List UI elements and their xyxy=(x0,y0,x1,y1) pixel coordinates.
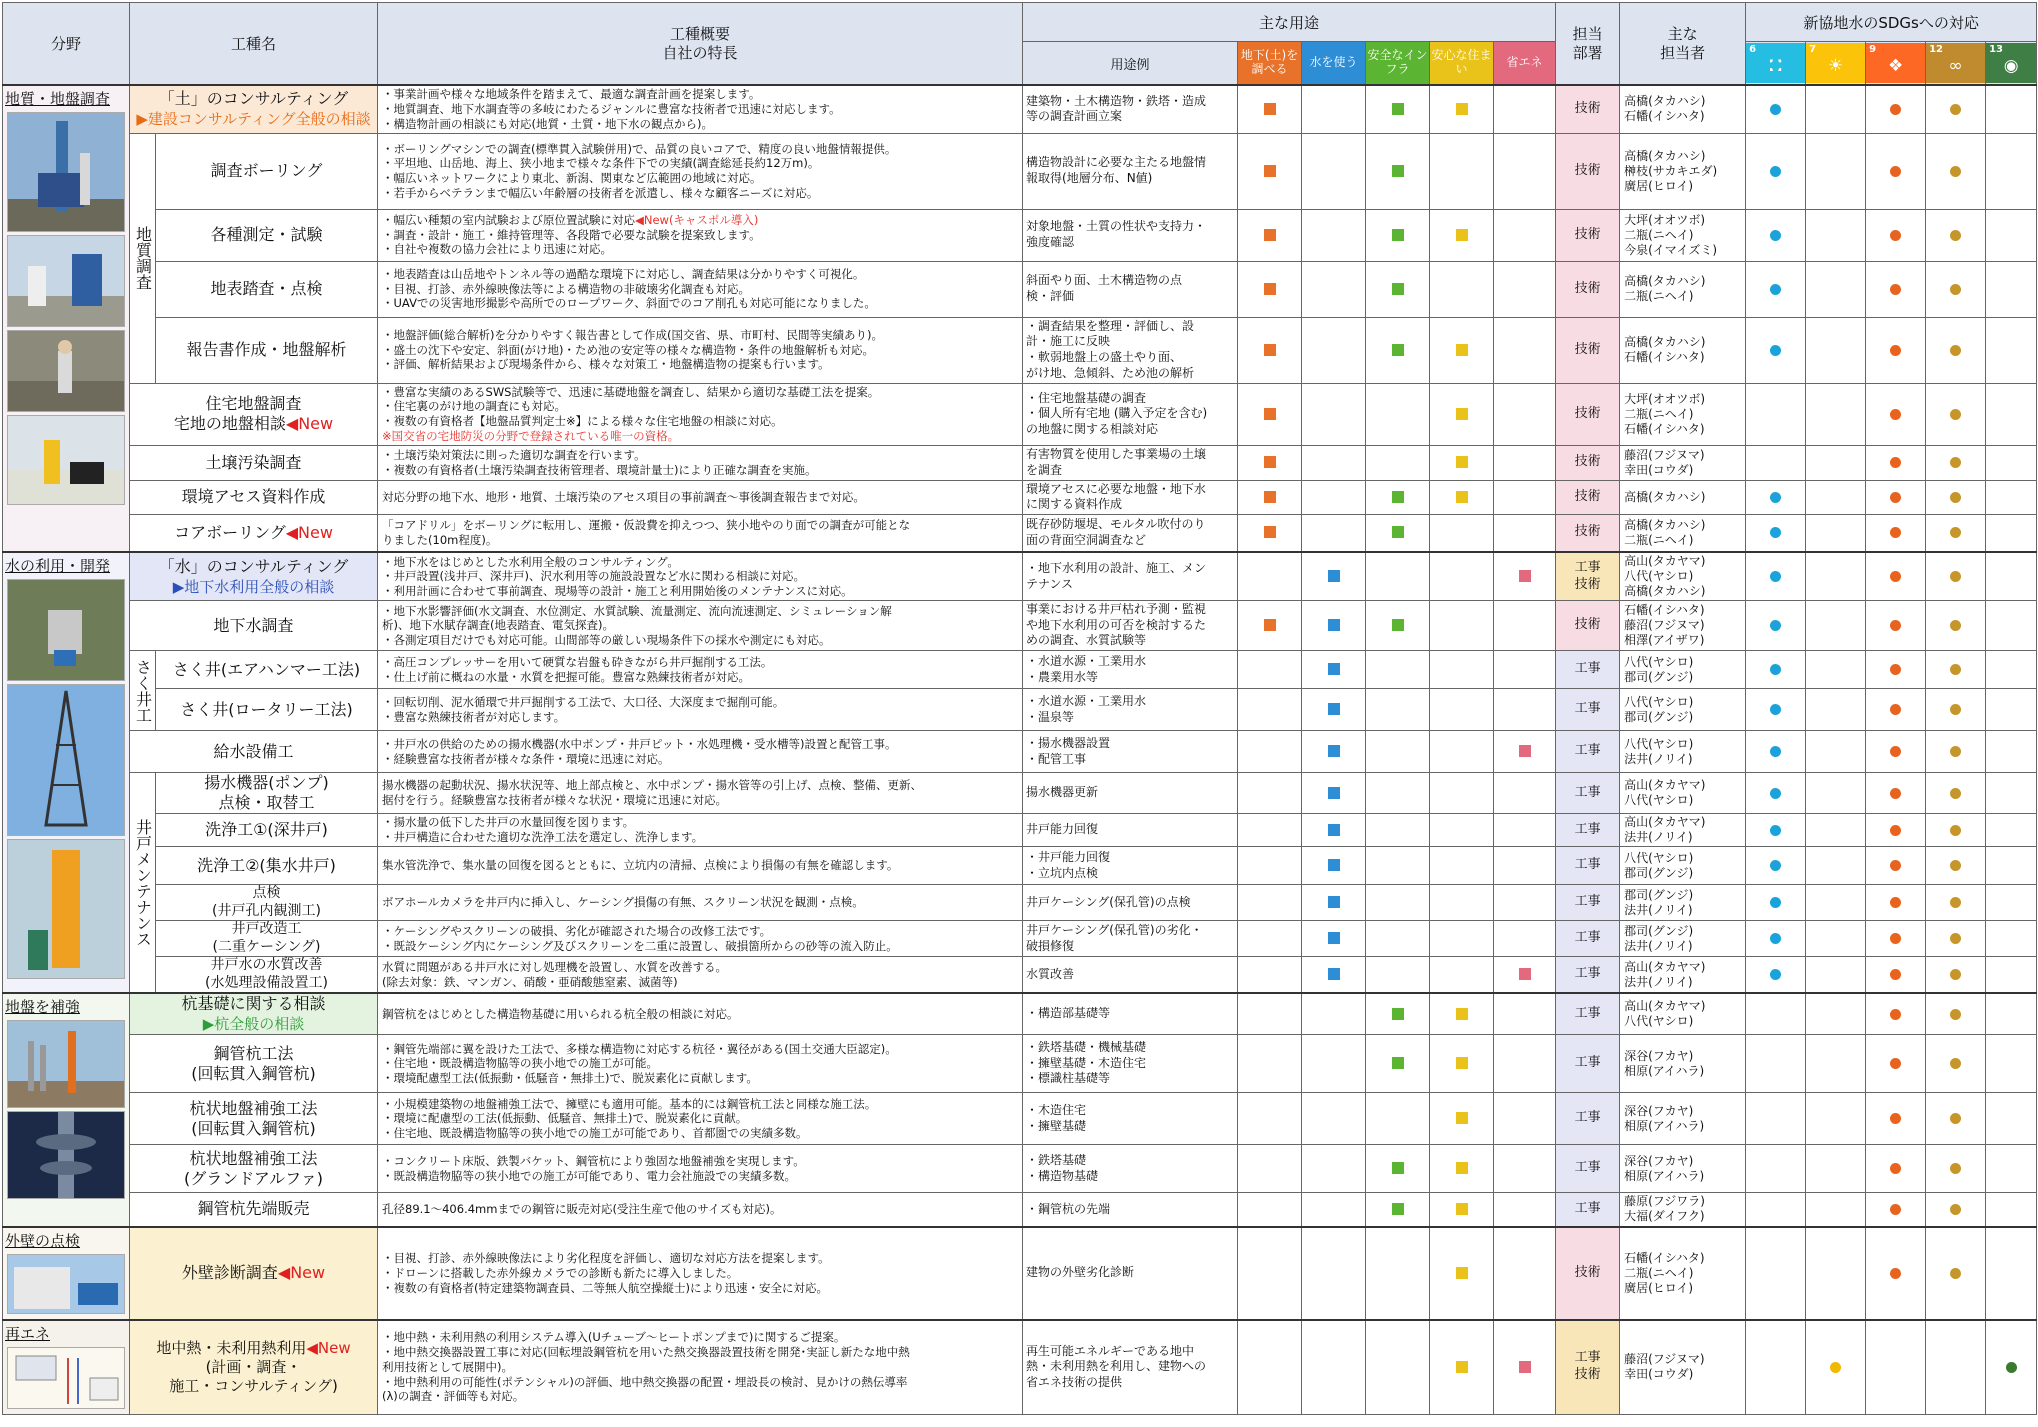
col-staff xyxy=(1620,3,1746,86)
row-14-name: 揚水機器(ポンプ) 点検・取替工 xyxy=(156,773,378,814)
row-25-dept: 技術 xyxy=(1556,1227,1620,1320)
sdg6-cell xyxy=(1746,42,1806,86)
row-16-staff: 八代(ヤシロ) 郡司(グンジ) xyxy=(1620,847,1746,885)
sdg7-tile xyxy=(1806,43,1865,83)
row-25-staff: 石幡(イシハタ) 二瓶(ニヘイ) 廣居(ヒロイ) xyxy=(1620,1227,1746,1320)
row-7-staff: 高橋(タカハシ) xyxy=(1620,480,1746,514)
row-15-staff: 高山(タカヤマ) 法井(ノリイ) xyxy=(1620,814,1746,847)
row-19-desc: 水質に問題がある井戸水に対し処理機を設置し、水質を改善する。 (除去対象：鉄、マンガン、硝酸・亜硝酸態窒素、滅菌等) xyxy=(378,957,1023,994)
row-20-desc: 鋼管杭をはじめとした構造物基礎に用いられる杭全般の相談に対応。 xyxy=(378,993,1023,1035)
row-0-mark-home xyxy=(1430,85,1494,133)
row-2-name: 各種測定・試験 xyxy=(156,209,378,261)
row-22-desc: ・小規模建築物の地盤補強工法で、擁壁にも適用可能。基本的には鋼管杭工法と同様な施工法。 ・環境に配慮型の工法(低振動、低騒音、無排土)で、脱炭素化に貢献。 ・住宅地、既設構造物脇等の狭小地での施工が可能であり、首都圏での実績多数。 xyxy=(378,1093,1023,1145)
row-5-desc: ・豊富な実績のあるSWS試験等で、迅速に基礎地盤を調査し、結果から適切な基礎工法を提案。 ・住宅裏のがけ地の調査にも対応。 ・複数の有資格者【地盤品質判定士※】による様々な住宅地盤の相談に対応。 ※国交省の宅地防災の分野で登録されている唯一の資格。 xyxy=(378,383,1023,445)
row-24-use: ・鋼管杭の先端 xyxy=(1023,1193,1238,1227)
row-17-desc: ボアホールカメラを井戸内に挿入し、ケーシング損傷の有無、スクリーン状況を観測・点検。 xyxy=(378,885,1023,921)
row-20-staff: 高山(タカヤマ) 八代(ヤシロ) xyxy=(1620,993,1746,1035)
row-12-dept: 工事 xyxy=(1556,689,1620,731)
row-5-use: ・住宅地盤基礎の調査 ・個人所有宅地 (購入予定を含む) の地盤に関する相談対応 xyxy=(1023,383,1238,445)
section-geology xyxy=(3,85,130,552)
row-8-name: コアボーリング◀New xyxy=(130,514,378,552)
use-cat-safe-infra: 安全なインフラ xyxy=(1366,42,1430,86)
row-3-desc: ・地表踏査は山岳地やトンネル等の過酷な環境下に対応し、調査結果は分かりやすく可視化。 ・目視、打診、赤外線映像法等による構造物の非破壊劣化調査も対応。 ・UAVでの災害地形撮影や高所でのロープワーク、斜面でのコア削孔も対応可能になりました。 xyxy=(378,261,1023,317)
section-title: 地盤を補強 xyxy=(5,998,81,1017)
sdg7-cell xyxy=(1806,42,1866,86)
new-badge: ◀New xyxy=(277,1263,326,1283)
row-4-staff: 高橋(タカハシ) 石幡(イシハタ) xyxy=(1620,317,1746,383)
row-17-use: 井戸ケーシング(保孔管)の点検 xyxy=(1023,885,1238,921)
row-26-dept: 工事 技術 xyxy=(1556,1320,1620,1415)
row-18-desc: ・ケーシングやスクリーンの破損、劣化が確認された場合の改修工法です。 ・既設ケーシング内にケーシング及びスクリーンを二重に設置し、破損箇所からの砂等の流入防止。 xyxy=(378,921,1023,957)
row-13-use: ・揚水機器設置 ・配管工事 xyxy=(1023,731,1238,773)
row-17-staff: 郡司(グンジ) 法井(ノリイ) xyxy=(1620,885,1746,921)
row-0-staff: 高橋(タカハシ) 石幡(イシハタ) xyxy=(1620,85,1746,133)
row-21-use: ・鉄塔基礎・機械基礎 ・擁壁基礎・木造住宅 ・標識柱基礎等 xyxy=(1023,1035,1238,1093)
section-wall-inspection xyxy=(3,1227,130,1320)
cubes-icon: ❖ xyxy=(1887,56,1904,77)
sdg12-number: 12 xyxy=(1929,44,1944,55)
col-sdgs: 新協地水のSDGsへの対応 xyxy=(1746,3,2037,42)
row-15-name: 洗浄工①(深井戸) xyxy=(156,814,378,847)
row-8-dept: 技術 xyxy=(1556,514,1620,552)
service-table xyxy=(2,2,2037,1415)
row-21-name: 鋼管杭工法 (回転貫入鋼管杭) xyxy=(130,1035,378,1093)
row-10-desc: ・地下水影響評価(水文調査、水位測定、水質試験、流量測定、流向流速測定、シミュレーション解 析)、地下水賦存調査(地表踏査、電気探査)。 ・各測定項目だけでも対応可能。山間部等の厳しい現場条件下の採水や測定にも対応。 xyxy=(378,601,1023,651)
col-work-name: 工種名 xyxy=(130,3,378,86)
row-0-dept: 技術 xyxy=(1556,85,1620,133)
row-6-use: 有害物質を使用した事業場の土壌 を調査 xyxy=(1023,445,1238,480)
row-23-staff: 深谷(フカヤ) 相原(アイハラ) xyxy=(1620,1145,1746,1193)
row-24-desc: 孔径89.1～406.4mmまでの鋼管に販売対応(受注生産で他のサイズも対応)。 xyxy=(378,1193,1023,1227)
row-23-name: 杭状地盤補強工法 (グランドアルファ) xyxy=(130,1145,378,1193)
row-9-dept: 工事 技術 xyxy=(1556,552,1620,601)
row-4-dept: 技術 xyxy=(1556,317,1620,383)
row-25-desc: ・目視、打診、赤外線映像法により劣化程度を評価し、適切な対応方法を提案します。 ・ドローンに搭載した赤外線カメラでの診断も新たに導入しました。 ・複数の有資格者(特定建築物調査員、二等無人航空操縦士)により迅速・安全に対応。 xyxy=(378,1227,1023,1320)
row-21-staff: 深谷(フカヤ) 相原(アイハラ) xyxy=(1620,1035,1746,1093)
row-0-mark-underground xyxy=(1238,85,1302,133)
row-18-name: 井戸改造工 (二重ケーシング) xyxy=(156,921,378,957)
row-16-desc: 集水管洗浄で、集水量の回復を図るとともに、立坑内の清掃、点検により損傷の有無を確認します。 xyxy=(378,847,1023,885)
row-26-name: 地中熱・未利用熱利用◀New (計画・調査・ 施工・コンサルティング) xyxy=(130,1320,378,1415)
row-11-use: ・水道水源・工業用水 ・農業用水等 xyxy=(1023,651,1238,689)
row-13-name: 給水設備工 xyxy=(130,731,378,773)
row-13-dept: 工事 xyxy=(1556,731,1620,773)
drilling-tower-photo xyxy=(7,684,125,836)
row-3-name: 地表踏査・点検 xyxy=(156,261,378,317)
row-2-dept: 技術 xyxy=(1556,209,1620,261)
row-0-use: 建築物・土木構造物・鉄塔・造成 等の調査計画立案 xyxy=(1023,85,1238,133)
sdg9-cell xyxy=(1866,42,1926,86)
staff-header-2: 担当者 xyxy=(1660,43,1706,62)
row-20-name2[interactable]: ▶杭全般の相談 xyxy=(202,1015,305,1034)
row-4-use: ・調査結果を整理・評価し、設 計・施工に反映 ・軟弱地盤上の盛土やり面、 がけ地、急傾斜、ため池の解析 xyxy=(1023,317,1238,383)
new-badge: ◀New xyxy=(306,1339,351,1358)
row-22-staff: 深谷(フカヤ) 相原(アイハラ) xyxy=(1620,1093,1746,1145)
sdg12-tile xyxy=(1926,43,1985,83)
row-17-dept: 工事 xyxy=(1556,885,1620,921)
row-24-dept: 工事 xyxy=(1556,1193,1620,1227)
row-9-use: ・地下水利用の設計、施工、メン テナンス xyxy=(1023,552,1238,601)
row-0-desc: ・事業計画や様々な地域条件を踏まえて、最適な調査計画を提案します。 ・地質調査、地下水調査等の多岐にわたるジャンルに豊富な技術者で迅速に対応します。 ・構造物計画の相談にも対応(地質・土質・地下水の観点から)。 xyxy=(378,85,1023,133)
row-14-desc: 揚水機器の起動状況、揚水状況等、地上部点検と、水中ポンプ・揚水管等の引上げ、点検、整備、更新、 据付を行う。経験豊富な技術者が様々な状況・環境に迅速に対応。 xyxy=(378,773,1023,814)
section-renewable xyxy=(3,1320,130,1415)
pile-photo xyxy=(7,1020,125,1108)
row-0-sdg12 xyxy=(1926,85,1986,133)
row-3-dept: 技術 xyxy=(1556,261,1620,317)
col-dept xyxy=(1556,3,1620,86)
well-photo xyxy=(7,579,125,681)
overview-header-2: 自社の特長 xyxy=(662,43,738,62)
col-field: 分野 xyxy=(3,3,130,86)
row-7-dept: 技術 xyxy=(1556,480,1620,514)
sdg6-number: 6 xyxy=(1749,44,1757,55)
row-26-use: 再生可能エネルギーである地中 熱・未利用熱を利用し、建物への 省エネ技術の提供 xyxy=(1023,1320,1238,1415)
row-3-staff: 高橋(タカハシ) 二瓶(ニヘイ) xyxy=(1620,261,1746,317)
row-8-use: 既存砂防堰堤、モルタル吹付のり 面の背面空洞調査など xyxy=(1023,514,1238,552)
col-main-use: 主な用途 xyxy=(1023,3,1556,42)
row-11-dept: 工事 xyxy=(1556,651,1620,689)
row-14-dept: 工事 xyxy=(1556,773,1620,814)
use-cat-safe-home: 安心な住まい xyxy=(1430,42,1494,86)
sdg6-tile xyxy=(1746,43,1805,83)
row-19-use: 水質改善 xyxy=(1023,957,1238,994)
row-11-staff: 八代(ヤシロ) 郡司(グンジ) xyxy=(1620,651,1746,689)
row-6-name: 土壌汚染調査 xyxy=(130,445,378,480)
row-11-name: さく井(エアハンマー工法) xyxy=(156,651,378,689)
screw-pile-photo xyxy=(7,1111,125,1199)
group-well-drilling: さく井工 xyxy=(130,651,156,731)
geothermal-diagram-photo xyxy=(7,1347,125,1409)
eye-icon: ◉ xyxy=(2003,56,2019,77)
row-26-staff: 藤沼(フジヌマ) 幸田(コウダ) xyxy=(1620,1320,1746,1415)
dept-header-2: 部署 xyxy=(1572,43,1603,62)
row-0-name1: 「土」のコンサルティング xyxy=(158,89,349,109)
section-title: 水の利用・開発 xyxy=(5,557,111,576)
col-overview xyxy=(378,3,1023,86)
col-use-example: 用途例 xyxy=(1023,42,1238,86)
wall-inspection-photo xyxy=(7,1254,125,1314)
row-19-dept: 工事 xyxy=(1556,957,1620,994)
row-26-desc: ・地中熱・未利用熱の利用システム導入(Uチューブ～ヒートポンプまで)に関するご提案。 ・地中熱交換器設置工事に対応(回転埋設鋼管杭を用いた熱交換器設置技術を開発･実証し新たな地中熱 利用技術として展開中)。 ・地中熱利用の可能性(ポテンシャル)の評価、地中熱交換器の配置・埋設長の検討、見かけの熱伝導率 (λ)の調査・評価等も対応。 xyxy=(378,1320,1023,1415)
row-5-dept: 技術 xyxy=(1556,383,1620,445)
row-25-use: 建物の外壁劣化診断 xyxy=(1023,1227,1238,1320)
row-3-use: 斜面やり面、土木構造物の点 検・評価 xyxy=(1023,261,1238,317)
row-2-use: 対象地盤・土質の性状や支持力・ 強度確認 xyxy=(1023,209,1238,261)
row-10-use: 事業における井戸枯れ予測・監視 や地下水利用の可否を検討するた めの調査、水質試験等 xyxy=(1023,601,1238,651)
new-badge: ◀New xyxy=(285,522,333,542)
section-ground-reinforce xyxy=(3,993,130,1227)
use-cat-energy-saving: 省エネ xyxy=(1494,42,1556,86)
row-23-use: ・鉄塔基礎 ・構造物基礎 xyxy=(1023,1145,1238,1193)
row-9-name: 「水」のコンサルティング ▶地下水利用全般の相談 xyxy=(130,552,378,601)
service-table-sheet xyxy=(2,2,2036,1425)
row-6-staff: 藤沼(フジヌマ) 幸田(コウダ) xyxy=(1620,445,1746,480)
row-0-sdg9 xyxy=(1866,85,1926,133)
row-15-dept: 工事 xyxy=(1556,814,1620,847)
dept-header-1: 担当 xyxy=(1572,24,1603,43)
row-14-staff: 高山(タカヤマ) 八代(ヤシロ) xyxy=(1620,773,1746,814)
row-4-desc: ・地盤評価(総合解析)を分かりやすく報告書として作成(国交省、県、市町村、民間等実績あり)。 ・盛土の沈下や安定、斜面(がけ地)・ため池の安定等の様々な構造物・条件の地盤解析も対応。 ・評価、解析結果および現場条件から、様々な対策工・地盤構造物の提案も行います。 xyxy=(378,317,1023,383)
row-6-desc: ・土壌汚染対策法に則った適切な調査を行います。 ・複数の有資格者(土壌汚染調査技術管理者、環境計量士)により正確な調査を実施。 xyxy=(378,445,1023,480)
row-0-name xyxy=(130,85,378,133)
row-7-desc: 対応分野の地下水、地形・地質、土壌汚染のアセス項目の事前調査～事後調査報告まで対応。 xyxy=(378,480,1023,514)
row-8-desc: 「コアドリル」をボーリングに転用し、運搬・仮設費を抑えつつ、狭小地やのり面での調査が可能とな りました(10m程度)。 xyxy=(378,514,1023,552)
row-16-dept: 工事 xyxy=(1556,847,1620,885)
row-2-desc: ・幅広い種類の室内試験および原位置試験に対応◀New(キャスポル導入) ・調査・設計・施工・維持管理等、各段階で必要な試験を提案致します。 ・自社や複数の協力会社により迅速に対応。 xyxy=(378,209,1023,261)
row-17-name: 点検 (井戸孔内観測工) xyxy=(156,885,378,921)
row-12-staff: 八代(ヤシロ) 郡司(グンジ) xyxy=(1620,689,1746,731)
row-7-name: 環境アセス資料作成 xyxy=(130,480,378,514)
row-20-dept: 工事 xyxy=(1556,993,1620,1035)
sdg13-tile xyxy=(1986,43,2036,83)
use-cat-water: 水を使う xyxy=(1302,42,1366,86)
sdg13-cell xyxy=(1986,42,2037,86)
row-12-use: ・水道水源・工業用水 ・温泉等 xyxy=(1023,689,1238,731)
row-6-dept: 技術 xyxy=(1556,445,1620,480)
row-16-name: 洗浄工②(集水井戸) xyxy=(156,847,378,885)
row-7-use: 環境アセスに必要な地盤・地下水 に関する資料作成 xyxy=(1023,480,1238,514)
group-well-maintenance: 井戸メンテナンス xyxy=(130,773,156,994)
water-drop-icon: ⛚ xyxy=(1769,56,1782,77)
row-16-use: ・井戸能力回復 ・立坑内点検 xyxy=(1023,847,1238,885)
row-20-name: 杭基礎に関する相談 ▶杭全般の相談 xyxy=(130,993,378,1035)
row-0-mark-infra xyxy=(1366,85,1430,133)
row-18-staff: 郡司(グンジ) 法井(ノリイ) xyxy=(1620,921,1746,957)
row-23-desc: ・コンクリート床版、鉄製バケット、鋼管杭により強固な地盤補強を実現します。 ・既設構造物脇等の狭小地での施工が可能であり、電力会社施設での実績多数。 xyxy=(378,1145,1023,1193)
sdg9-number: 9 xyxy=(1869,44,1877,55)
row-9-desc: ・地下水をはじめとした水利用全般のコンサルティング。 ・井戸設置(浅井戸、深井戸)、沢水利用等の施設設置など水に関わる相談に対応。 ・利用計画に合わせて事前調査、現場等の設計・施工と利用開始後のメンテナンスに対応。 xyxy=(378,552,1023,601)
maintenance-photo xyxy=(7,839,125,979)
group-geology-survey: 地質調査 xyxy=(130,133,156,383)
use-cat-underground: 地下(土)を調べる xyxy=(1238,42,1302,86)
row-21-dept: 工事 xyxy=(1556,1035,1620,1093)
row-10-staff: 石幡(イシハタ) 藤沼(フジヌマ) 相澤(アイザワ) xyxy=(1620,601,1746,651)
row-11-desc: ・高圧コンプレッサーを用いて硬質な岩盤も砕きながら井戸掘削する工法。 ・仕上げ前に概ねの水量・水質を把握可能。豊富な熟練技術者が対応。 xyxy=(378,651,1023,689)
row-22-dept: 工事 xyxy=(1556,1093,1620,1145)
section-title: 再エネ xyxy=(5,1324,51,1343)
overview-header-1: 工種概要 xyxy=(670,24,731,43)
row-1-use: 構造物設計に必要な主たる地盤情 報取得(地層分布、N値) xyxy=(1023,133,1238,209)
sdg9-tile xyxy=(1866,43,1925,83)
row-15-desc: ・揚水量の低下した井戸の水量回復を図ります。 ・井戸構造に合わせた適切な洗浄工法を選定し、洗浄します。 xyxy=(378,814,1023,847)
row-20-use: ・構造部基礎等 xyxy=(1023,993,1238,1035)
section-title: 地質・地盤調査 xyxy=(5,90,111,108)
section-title: 外壁の点検 xyxy=(5,1231,81,1250)
row-13-desc: ・井戸水の供給のための揚水機器(水中ポンプ・井戸ピット・水処理機・受水槽等)設置と配管工事。 ・経験豊富な技術者が様々な条件・環境に迅速に対応。 xyxy=(378,731,1023,773)
boring-photo xyxy=(7,112,125,232)
testing-photo xyxy=(7,235,125,327)
row-23-dept: 工事 xyxy=(1556,1145,1620,1193)
new-badge: ◀New xyxy=(285,414,334,433)
row-12-name: さく井(ロータリー工法) xyxy=(156,689,378,731)
row-25-name: 外壁診断調査◀New xyxy=(130,1227,378,1320)
row-8-staff: 高橋(タカハシ) 二瓶(ニヘイ) xyxy=(1620,514,1746,552)
row-21-desc: ・鋼管先端部に翼を設けた工法で、多様な構造物に対応する杭径・翼径がある(国土交通大臣認定)。 ・住宅地・既設構造物脇等の狭小地での施工が可能。 ・環境配慮型工法(低振動・低騒音・無排土)で、脱炭素化に貢献します。 xyxy=(378,1035,1023,1093)
row-5-name: 住宅地盤調査 宅地の地盤相談◀New xyxy=(130,383,378,445)
row-1-desc: ・ボーリングマシンでの調査(標準貫入試験併用)で、品質の良いコアで、精度の良い地盤情報提供。 ・平坦地、山岳地、海上、狭小地まで様々な条件下での実績(調査総延長約12万m)。 ・幅広いネットワークにより東北、新潟、関東など広範囲の地域に対応。 ・若手からベテランまで幅広い年齢層の技術者を派遣し、様々な顧客ニーズに対応。 xyxy=(378,133,1023,209)
row-9-staff: 高山(タカヤマ) 八代(ヤシロ) 高橋(タカハシ) xyxy=(1620,552,1746,601)
sun-icon: ☀ xyxy=(1827,56,1844,77)
sdg13-number: 13 xyxy=(1989,44,2004,55)
section-water xyxy=(3,552,130,993)
row-12-desc: ・回転切削、泥水循環で井戸掘削する工法で、大口径、大深度まで掘削可能。 ・豊富な熟練技術者が対応します。 xyxy=(378,689,1023,731)
row-10-name: 地下水調査 xyxy=(130,601,378,651)
row-14-use: 揚水機器更新 xyxy=(1023,773,1238,814)
row-1-staff: 高橋(タカハシ) 榊枝(サカキエダ) 廣居(ヒロイ) xyxy=(1620,133,1746,209)
row-4-name: 報告書作成・地盤解析 xyxy=(156,317,378,383)
survey-photo xyxy=(7,330,125,412)
row-15-use: 井戸能力回復 xyxy=(1023,814,1238,847)
row-19-name: 井戸水の水質改善 (水処理設備設置工) xyxy=(156,957,378,994)
row-18-dept: 工事 xyxy=(1556,921,1620,957)
row-10-dept: 技術 xyxy=(1556,601,1620,651)
row-0-sdg6 xyxy=(1746,85,1806,133)
row-5-staff: 大坪(オオツボ) 二瓶(ニヘイ) 石幡(イシハタ) xyxy=(1620,383,1746,445)
row-13-staff: 八代(ヤシロ) 法井(ノリイ) xyxy=(1620,731,1746,773)
row-0-name2[interactable]: ▶建設コンサルティング全般の相談 xyxy=(136,110,371,129)
field-photo xyxy=(7,415,125,505)
sdg12-cell xyxy=(1926,42,1986,86)
row-22-use: ・木造住宅 ・擁壁基礎 xyxy=(1023,1093,1238,1145)
staff-header-1: 主な xyxy=(1667,24,1698,43)
row-24-name: 鋼管杭先端販売 xyxy=(130,1193,378,1227)
row-24-staff: 藤原(フジワラ) 大福(ダイフク) xyxy=(1620,1193,1746,1227)
row-9-name2[interactable]: ▶地下水利用全般の相談 xyxy=(172,577,335,596)
row-2-staff: 大坪(オオツボ) 二瓶(ニヘイ) 今泉(イマイズミ) xyxy=(1620,209,1746,261)
infinity-icon: ∞ xyxy=(1948,56,1963,77)
sdg7-number: 7 xyxy=(1809,44,1817,55)
row-22-name: 杭状地盤補強工法 (回転貫入鋼管杭) xyxy=(130,1093,378,1145)
row-19-staff: 高山(タカヤマ) 法井(ノリイ) xyxy=(1620,957,1746,994)
row-1-dept: 技術 xyxy=(1556,133,1620,209)
row-18-use: 井戸ケーシング(保孔管)の劣化・ 破損修復 xyxy=(1023,921,1238,957)
row-1-name: 調査ボーリング xyxy=(156,133,378,209)
